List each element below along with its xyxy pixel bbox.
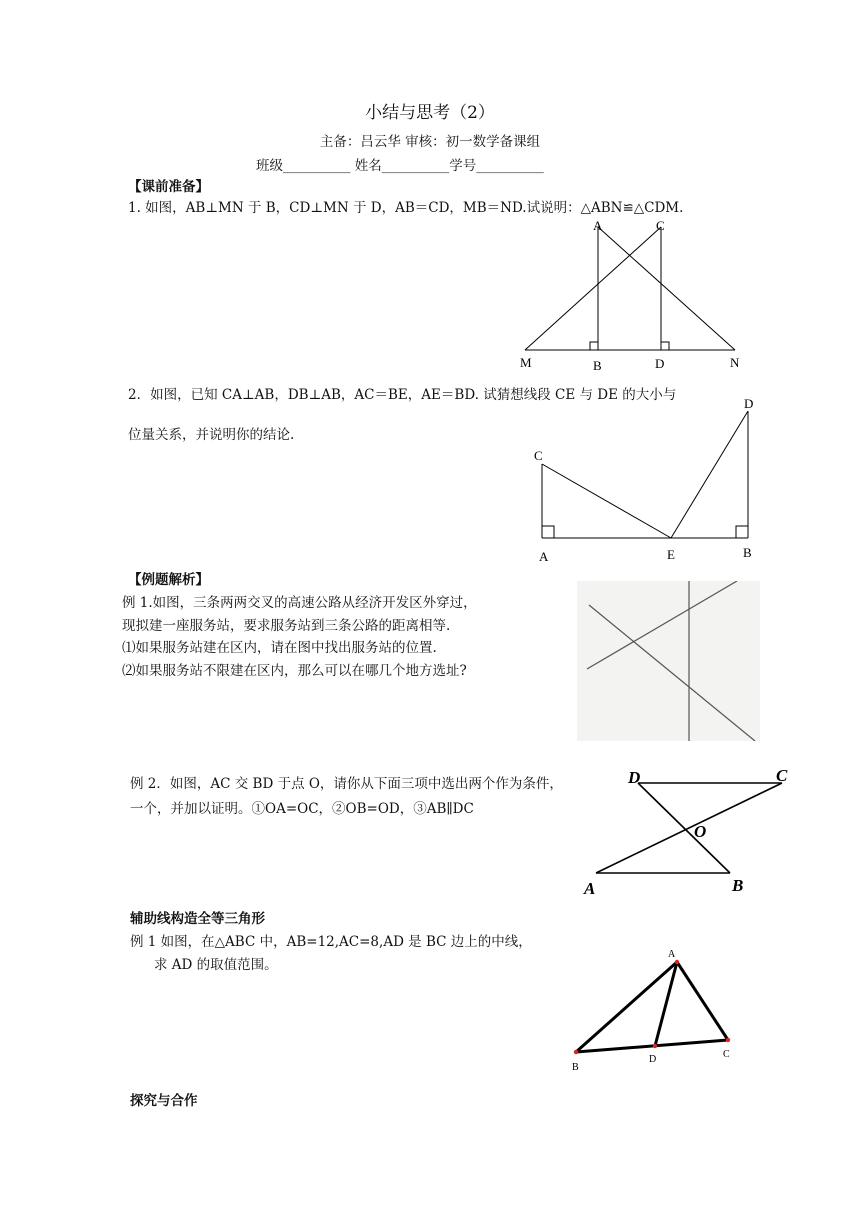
example-1-line-3: ⑴如果服务站建在区内，请在图中找出服务站的位置. xyxy=(122,640,437,656)
authors-line: 主备：吕云华 审核：初一数学备课组 xyxy=(319,134,541,150)
median-ad xyxy=(655,962,677,1046)
label-c: C xyxy=(776,766,788,785)
aux-heading: 辅助线构造全等三角形 xyxy=(130,911,265,927)
label-a: A xyxy=(668,949,676,960)
point-b xyxy=(574,1050,578,1054)
label-b: B xyxy=(732,876,744,895)
segment-cm xyxy=(525,227,661,350)
label-d: D xyxy=(649,1054,657,1065)
label-b: B xyxy=(593,358,602,373)
label-d: D xyxy=(655,356,665,371)
example-2-line-2: 一个，并加以证明。①OA=OC，②OB=OD，③AB∥DC xyxy=(130,801,474,817)
right-angle-a xyxy=(542,526,554,538)
right-angle-b xyxy=(590,342,598,350)
example-2-line-1: 例 2．如图，AC 交 BD 于点 O，请你从下面三项中选出两个作为条件， xyxy=(130,776,563,792)
label-c: C xyxy=(723,1049,730,1060)
right-angle-d xyxy=(661,342,669,350)
prep-question-2-line-1: 2．如图，已知 CA⊥AB，DB⊥AB，AC＝BE，AE＝BD. 试猜想线段 CE 与 DE 的大小与 xyxy=(128,387,677,403)
point-c xyxy=(726,1038,730,1042)
label-e: E xyxy=(667,547,675,562)
triangle-abc xyxy=(576,962,728,1052)
label-a: A xyxy=(539,549,549,564)
segment-ce xyxy=(542,464,671,538)
prep-question-1: 1. 如图，AB⊥MN 于 B，CD⊥MN 于 D，AB＝CD，MB＝ND.试说明：△ABN≌△CDM. xyxy=(128,200,684,216)
label-m: M xyxy=(520,355,532,370)
label-n: N xyxy=(730,355,740,370)
student-info-line: 班级__________ 姓名__________学号__________ xyxy=(256,158,544,174)
segment-db xyxy=(638,783,730,873)
example-1-line-1: 例 1.如图，三条两两交叉的高速公路从经济开发区外穿过， xyxy=(122,595,477,611)
figure-1-abn-cdm xyxy=(510,215,770,380)
right-angle-b xyxy=(736,526,748,538)
figure-example-2 xyxy=(578,763,798,898)
segment-ed xyxy=(671,411,748,538)
figure-triangle-median xyxy=(560,940,750,1075)
example-1-line-4: ⑵如果服务站不限建在区内，那么可以在哪几个地方选址? xyxy=(122,663,467,679)
label-o: O xyxy=(694,822,707,841)
label-b: B xyxy=(743,545,752,560)
point-a xyxy=(675,960,679,964)
label-c: C xyxy=(534,448,543,463)
label-a: A xyxy=(593,218,603,233)
prep-question-2-line-2: 位量关系，并说明你的结论. xyxy=(128,427,295,443)
aux-example-1-line-2: 求 AD 的取值范围。 xyxy=(154,957,278,973)
page-title: 小结与思考（2） xyxy=(365,103,495,123)
example-1-line-2: 现拟建一座服务站，要求服务站到三条公路的距离相等. xyxy=(122,618,451,634)
aux-example-1-line-1: 例 1 如图，在△ABC 中，AB=12,AC=8,AD 是 BC 边上的中线， xyxy=(130,934,532,950)
explore-heading: 探究与合作 xyxy=(130,1093,198,1109)
point-d xyxy=(653,1044,657,1048)
figure-2-ca-db xyxy=(525,393,765,568)
label-c: C xyxy=(656,218,665,233)
segment-an xyxy=(598,227,735,350)
label-d: D xyxy=(744,396,754,411)
label-b: B xyxy=(572,1062,579,1073)
prep-heading: 【课前准备】 xyxy=(128,179,209,195)
label-d: D xyxy=(628,768,641,787)
figure-three-highways xyxy=(577,581,760,741)
segment-ac xyxy=(596,783,782,873)
examples-heading: 【例题解析】 xyxy=(128,572,209,588)
label-a: A xyxy=(584,879,596,898)
